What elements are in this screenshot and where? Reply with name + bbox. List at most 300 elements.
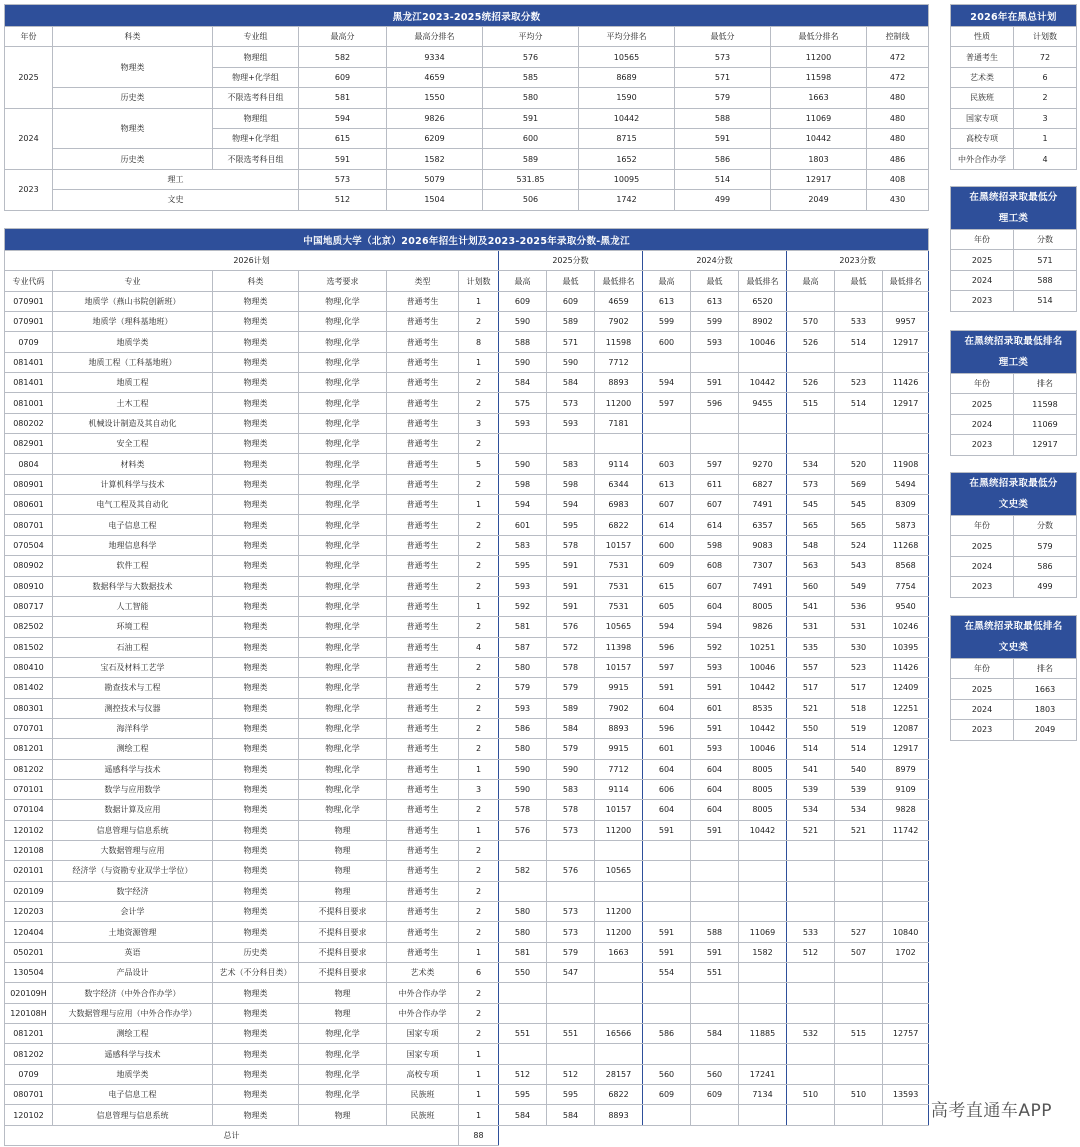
table-cell: 普通考生 xyxy=(387,678,459,698)
table-cell: 580 xyxy=(499,922,547,942)
table-cell: 普通考生 xyxy=(387,739,459,759)
table-cell: 人工智能 xyxy=(53,596,213,616)
table-cell: 1 xyxy=(459,1064,499,1084)
table-cell: 583 xyxy=(547,779,595,799)
column-header: 排名 xyxy=(1014,374,1077,394)
box-header-row xyxy=(951,27,1077,47)
table-cell: 120404 xyxy=(5,922,53,942)
table-cell: 081202 xyxy=(5,759,53,779)
column-header: 最高分 xyxy=(299,27,387,47)
table-cell: 579 xyxy=(499,678,547,698)
table-cell: 583 xyxy=(547,454,595,474)
table-cell: 514 xyxy=(835,739,883,759)
box-subtitle-text: 文史类 xyxy=(998,642,1029,653)
table-cell: 613 xyxy=(643,291,691,311)
value-cell: 579 xyxy=(675,88,771,108)
table-cell xyxy=(883,434,929,454)
table-cell: 6983 xyxy=(595,495,643,515)
table-cell: 082901 xyxy=(5,434,53,454)
table-cell xyxy=(835,1003,883,1023)
table-cell: 地质学类 xyxy=(53,1064,213,1084)
table-cell: 2 xyxy=(459,1024,499,1044)
table-cell: 遥感科学与技术 xyxy=(53,1044,213,1064)
value-cell: 581 xyxy=(299,88,387,108)
table-cell: 545 xyxy=(787,495,835,515)
table-cell: 不提科目要求 xyxy=(299,963,387,983)
column-header: 年份 xyxy=(951,230,1014,250)
table-cell: 549 xyxy=(835,576,883,596)
table-cell: 584 xyxy=(547,718,595,738)
table-cell: 578 xyxy=(499,800,547,820)
table-cell xyxy=(883,1044,929,1064)
table-cell: 6 xyxy=(1014,67,1077,87)
table-cell: 9083 xyxy=(739,535,787,555)
table-cell: 普通考生 xyxy=(387,881,459,901)
table-cell: 物理,化学 xyxy=(299,515,387,535)
table-cell: 物理类 xyxy=(213,1064,299,1084)
table-row xyxy=(5,840,929,860)
table-cell: 2023 xyxy=(951,577,1014,597)
table-row xyxy=(5,352,929,372)
table-cell: 物理,化学 xyxy=(299,495,387,515)
box-title-text: 在黑统招录取最低分 xyxy=(969,192,1058,203)
table-cell: 2 xyxy=(459,474,499,494)
table-row xyxy=(5,657,929,677)
table-cell: 9540 xyxy=(883,596,929,616)
table-cell: 11742 xyxy=(883,820,929,840)
table-cell: 591 xyxy=(547,556,595,576)
table-cell: 物理类 xyxy=(213,698,299,718)
table-cell: 物理类 xyxy=(213,515,299,535)
table-cell xyxy=(643,1044,691,1064)
table-row xyxy=(5,474,929,494)
value-cell: 6209 xyxy=(387,128,483,148)
column-header: 排名 xyxy=(1014,659,1077,679)
value-cell: 11200 xyxy=(771,47,867,67)
table-cell: 物理类 xyxy=(213,922,299,942)
table-cell: 591 xyxy=(547,576,595,596)
category-cell: 历史类 xyxy=(53,88,213,108)
table-cell xyxy=(739,1044,787,1064)
table-cell: 578 xyxy=(547,657,595,677)
table-cell: 1702 xyxy=(883,942,929,962)
group-header: 2023分数 xyxy=(787,251,929,271)
table-cell: 物理,化学 xyxy=(299,596,387,616)
table-row xyxy=(5,759,929,779)
table-cell: 普通考生 xyxy=(387,454,459,474)
table-cell: 541 xyxy=(787,759,835,779)
table-cell: 物理类 xyxy=(213,800,299,820)
table-cell: 615 xyxy=(643,576,691,596)
table-cell: 物理,化学 xyxy=(299,556,387,576)
table-cell xyxy=(835,861,883,881)
table-cell: 物理,化学 xyxy=(299,393,387,413)
table-cell: 070101 xyxy=(5,779,53,799)
table-cell: 12087 xyxy=(883,718,929,738)
table-cell: 测控技术与仪器 xyxy=(53,698,213,718)
table-cell: 608 xyxy=(691,556,739,576)
table-cell: 590 xyxy=(499,779,547,799)
table-cell: 514 xyxy=(787,739,835,759)
score-table xyxy=(4,4,929,211)
table-cell: 576 xyxy=(499,820,547,840)
table-cell: 普通考生 xyxy=(387,759,459,779)
table-cell: 080701 xyxy=(5,515,53,535)
table-cell: 2025 xyxy=(951,250,1014,270)
table-row xyxy=(951,679,1077,699)
table-cell: 1 xyxy=(459,596,499,616)
box-header-row xyxy=(951,374,1077,394)
table-cell xyxy=(787,861,835,881)
table-cell: 580 xyxy=(499,657,547,677)
table-cell: 0709 xyxy=(5,1064,53,1084)
table-cell: 551 xyxy=(547,1024,595,1044)
table-cell: 606 xyxy=(643,779,691,799)
table-cell: 物理类 xyxy=(213,881,299,901)
column-header: 科类 xyxy=(213,271,299,291)
box-title-text: 在黑统招录取最低分 xyxy=(969,478,1058,489)
table-cell: 2 xyxy=(459,678,499,698)
table-cell xyxy=(547,434,595,454)
table-cell: 576 xyxy=(547,617,595,637)
table-row xyxy=(5,393,929,413)
table-cell xyxy=(835,983,883,1003)
watermark: 高考直通车APP xyxy=(930,1101,1052,1121)
table-cell xyxy=(595,1044,643,1064)
table-cell: 7531 xyxy=(595,596,643,616)
table-cell: 国家专项 xyxy=(387,1044,459,1064)
table-cell: 515 xyxy=(835,1024,883,1044)
box-title xyxy=(951,616,1077,659)
table-cell: 中外合作办学 xyxy=(387,983,459,1003)
table-cell: 2025 xyxy=(951,536,1014,556)
table-cell: 10395 xyxy=(883,637,929,657)
table-cell: 普通考生 xyxy=(387,718,459,738)
table-cell: 594 xyxy=(643,373,691,393)
value-cell: 1803 xyxy=(771,149,867,169)
table-cell xyxy=(835,1064,883,1084)
table-cell: 2025 xyxy=(951,394,1014,414)
table-cell: 物理类 xyxy=(213,1003,299,1023)
table-cell: 机械设计制造及其自动化 xyxy=(53,413,213,433)
table-cell: 8309 xyxy=(883,495,929,515)
table-cell: 596 xyxy=(643,637,691,657)
table-cell: 607 xyxy=(691,495,739,515)
table-cell: 1 xyxy=(459,291,499,311)
table-cell: 物理,化学 xyxy=(299,718,387,738)
table-cell: 地质工程 xyxy=(53,373,213,393)
table-cell xyxy=(835,1044,883,1064)
table-cell xyxy=(787,291,835,311)
table-row xyxy=(5,1044,929,1064)
table-cell xyxy=(691,352,739,372)
category-cell: 历史类 xyxy=(53,149,213,169)
table-cell: 环境工程 xyxy=(53,617,213,637)
table-cell: 11069 xyxy=(1014,414,1077,434)
table-cell: 523 xyxy=(835,657,883,677)
table-cell: 120102 xyxy=(5,820,53,840)
table-cell: 17241 xyxy=(739,1064,787,1084)
table-row xyxy=(5,800,929,820)
table-cell: 物理类 xyxy=(213,291,299,311)
table-row xyxy=(951,149,1077,169)
table-cell: 533 xyxy=(787,922,835,942)
column-header: 分数 xyxy=(1014,516,1077,536)
table-cell: 530 xyxy=(835,637,883,657)
table-cell: 数字经济 xyxy=(53,881,213,901)
table-row xyxy=(5,942,929,962)
table-cell: 120203 xyxy=(5,902,53,922)
column-header: 最低 xyxy=(547,271,595,291)
value-cell: 408 xyxy=(867,169,929,189)
table-cell: 584 xyxy=(691,1024,739,1044)
table-cell: 597 xyxy=(643,393,691,413)
table-cell: 120108H xyxy=(5,1003,53,1023)
table-row xyxy=(5,332,929,352)
table-cell: 物理类 xyxy=(213,637,299,657)
table-cell xyxy=(883,1105,929,1125)
table-cell: 普通考生 xyxy=(387,332,459,352)
table-row xyxy=(5,149,929,169)
table-cell: 物理,化学 xyxy=(299,739,387,759)
plan-2026-box xyxy=(950,4,1077,170)
table-cell: 物理类 xyxy=(213,1085,299,1105)
table-cell: 地质学类 xyxy=(53,332,213,352)
value-cell: 531.85 xyxy=(483,169,579,189)
table-cell xyxy=(883,861,929,881)
value-cell: 4659 xyxy=(387,67,483,87)
table-cell: 物理,化学 xyxy=(299,1085,387,1105)
table-row xyxy=(5,739,929,759)
table-cell: 10157 xyxy=(595,657,643,677)
table-cell: 548 xyxy=(787,535,835,555)
table-cell: 物理,化学 xyxy=(299,352,387,372)
table-cell: 7181 xyxy=(595,413,643,433)
table-cell: 产品设计 xyxy=(53,963,213,983)
table-cell: 2 xyxy=(459,698,499,718)
table-row xyxy=(5,434,929,454)
table-cell: 物理 xyxy=(299,840,387,860)
table-cell: 普通考生 xyxy=(387,474,459,494)
table-cell: 2 xyxy=(459,556,499,576)
table-cell: 8535 xyxy=(739,698,787,718)
table-row xyxy=(5,718,929,738)
table-cell: 591 xyxy=(691,678,739,698)
table-row xyxy=(5,820,929,840)
table-row xyxy=(5,576,929,596)
table-cell: 物理类 xyxy=(213,902,299,922)
table-cell xyxy=(835,434,883,454)
table-cell: 物理类 xyxy=(213,759,299,779)
table-cell: 533 xyxy=(835,312,883,332)
table-cell xyxy=(739,902,787,922)
box-title-row xyxy=(951,187,1077,230)
table-cell: 572 xyxy=(547,637,595,657)
score-table-title: 黑龙江2023-2025统招录取分数 xyxy=(5,5,929,27)
table-cell: 535 xyxy=(787,637,835,657)
table-row xyxy=(5,881,929,901)
column-header: 年份 xyxy=(951,659,1014,679)
table-cell: 物理,化学 xyxy=(299,535,387,555)
table-cell xyxy=(787,902,835,922)
table-cell: 586 xyxy=(643,1024,691,1044)
table-row xyxy=(5,535,929,555)
table-cell: 588 xyxy=(691,922,739,942)
table-cell: 12917 xyxy=(1014,435,1077,455)
value-cell: 1663 xyxy=(771,88,867,108)
table-cell xyxy=(547,840,595,860)
total-row xyxy=(5,1125,929,1145)
table-cell: 普通考生 xyxy=(387,495,459,515)
table-cell: 584 xyxy=(499,1105,547,1125)
table-cell: 579 xyxy=(1014,536,1077,556)
table-cell: 6822 xyxy=(595,1085,643,1105)
group-header: 2026计划 xyxy=(5,251,499,271)
table-cell: 历史类 xyxy=(213,942,299,962)
table-cell: 020109H xyxy=(5,983,53,1003)
table-cell: 521 xyxy=(787,820,835,840)
table-cell: 573 xyxy=(547,393,595,413)
table-cell: 593 xyxy=(499,698,547,718)
table-cell: 526 xyxy=(787,332,835,352)
table-cell: 7134 xyxy=(739,1085,787,1105)
table-cell: 10046 xyxy=(739,332,787,352)
table-cell: 10046 xyxy=(739,657,787,677)
table-cell: 8568 xyxy=(883,556,929,576)
table-cell: 584 xyxy=(499,373,547,393)
table-cell: 599 xyxy=(643,312,691,332)
table-cell: 591 xyxy=(691,373,739,393)
column-header: 最高 xyxy=(787,271,835,291)
table-row xyxy=(951,577,1077,597)
table-cell: 081401 xyxy=(5,373,53,393)
table-cell: 13593 xyxy=(883,1085,929,1105)
table-cell: 物理,化学 xyxy=(299,637,387,657)
table-cell: 普通考生 xyxy=(387,291,459,311)
table-cell: 2 xyxy=(459,922,499,942)
table-cell xyxy=(787,1105,835,1125)
table-cell: 1663 xyxy=(595,942,643,962)
table-row xyxy=(5,108,929,128)
table-cell: 591 xyxy=(547,596,595,616)
table-cell xyxy=(643,1105,691,1125)
table-cell: 510 xyxy=(835,1085,883,1105)
table-cell: 9915 xyxy=(595,739,643,759)
table-cell: 070701 xyxy=(5,718,53,738)
table-cell: 测绘工程 xyxy=(53,1024,213,1044)
table-cell: 510 xyxy=(787,1085,835,1105)
table-cell: 数学与应用数学 xyxy=(53,779,213,799)
table-cell: 591 xyxy=(643,820,691,840)
table-cell: 土木工程 xyxy=(53,393,213,413)
column-header: 最高分排名 xyxy=(387,27,483,47)
column-header: 分数 xyxy=(1014,230,1077,250)
table-cell: 578 xyxy=(547,800,595,820)
table-cell: 电子信息工程 xyxy=(53,515,213,535)
table-cell: 573 xyxy=(547,902,595,922)
box-title-row xyxy=(951,473,1077,516)
total-label: 总计 xyxy=(5,1125,459,1145)
table-cell: 1 xyxy=(1014,128,1077,148)
table-cell xyxy=(835,902,883,922)
table-cell: 普通考生 xyxy=(387,861,459,881)
table-cell xyxy=(691,413,739,433)
table-cell: 603 xyxy=(643,454,691,474)
table-cell: 607 xyxy=(691,576,739,596)
table-cell xyxy=(787,1003,835,1023)
table-cell xyxy=(547,881,595,901)
table-cell xyxy=(739,413,787,433)
table-cell: 2025 xyxy=(951,679,1014,699)
value-cell: 591 xyxy=(675,128,771,148)
column-header: 计划数 xyxy=(1014,27,1077,47)
table-cell: 28157 xyxy=(595,1064,643,1084)
table-cell: 8893 xyxy=(595,373,643,393)
table-cell: 2 xyxy=(459,434,499,454)
table-cell: 081402 xyxy=(5,678,53,698)
table-cell: 560 xyxy=(787,576,835,596)
box-header-row xyxy=(951,516,1077,536)
value-cell: 573 xyxy=(675,47,771,67)
value-cell: 12917 xyxy=(771,169,867,189)
table-cell: 物理类 xyxy=(213,983,299,1003)
table-cell: 不提科目要求 xyxy=(299,942,387,962)
table-cell: 534 xyxy=(787,454,835,474)
table-row xyxy=(951,435,1077,455)
value-cell: 11069 xyxy=(771,108,867,128)
table-cell xyxy=(739,1003,787,1023)
table-cell: 普通考生 xyxy=(387,393,459,413)
table-cell: 普通考生 xyxy=(387,434,459,454)
table-row xyxy=(5,47,929,67)
table-cell xyxy=(835,881,883,901)
table-cell: 604 xyxy=(691,779,739,799)
table-cell: 10442 xyxy=(739,373,787,393)
table-cell: 10246 xyxy=(883,617,929,637)
value-cell: 5079 xyxy=(387,169,483,189)
empty-cell xyxy=(499,1125,929,1145)
table-cell: 550 xyxy=(499,963,547,983)
table-cell: 613 xyxy=(691,291,739,311)
table-cell: 物理类 xyxy=(213,352,299,372)
table-cell: 605 xyxy=(643,596,691,616)
table-cell: 524 xyxy=(835,535,883,555)
table-cell: 11200 xyxy=(595,393,643,413)
table-cell: 物理类 xyxy=(213,454,299,474)
table-cell: 613 xyxy=(643,474,691,494)
table-cell: 9114 xyxy=(595,779,643,799)
table-cell xyxy=(643,352,691,372)
table-row xyxy=(5,454,929,474)
table-cell: 1 xyxy=(459,352,499,372)
table-cell: 7491 xyxy=(739,576,787,596)
table-cell: 英语 xyxy=(53,942,213,962)
table-cell: 物理类 xyxy=(213,373,299,393)
table-cell xyxy=(739,352,787,372)
table-cell xyxy=(643,413,691,433)
table-cell: 591 xyxy=(691,718,739,738)
table-cell: 081502 xyxy=(5,637,53,657)
table-cell xyxy=(643,983,691,1003)
value-cell: 594 xyxy=(299,108,387,128)
table-cell: 593 xyxy=(691,739,739,759)
table-cell: 1 xyxy=(459,1105,499,1125)
value-cell: 580 xyxy=(483,88,579,108)
table-cell xyxy=(691,881,739,901)
table-cell: 2 xyxy=(459,739,499,759)
table-cell: 11426 xyxy=(883,373,929,393)
value-cell: 8689 xyxy=(579,67,675,87)
